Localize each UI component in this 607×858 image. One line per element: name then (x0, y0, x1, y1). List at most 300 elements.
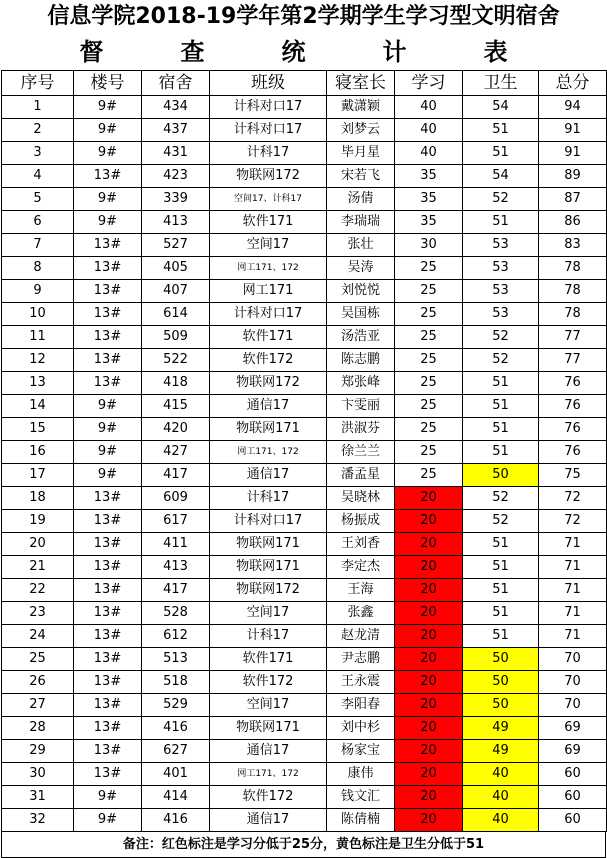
cell-leader: 钱文汇 (327, 786, 395, 809)
cell-total: 72 (539, 510, 607, 533)
cell-room: 417 (142, 579, 210, 602)
header-leader: 寝室长 (327, 71, 395, 96)
cell-study: 20 (395, 809, 463, 832)
cell-no: 20 (2, 533, 74, 556)
cell-leader: 陈倩楠 (327, 809, 395, 832)
cell-building: 9# (74, 96, 142, 119)
cell-leader: 李定杰 (327, 556, 395, 579)
cell-hygiene: 50 (463, 464, 539, 487)
cell-total: 75 (539, 464, 607, 487)
cell-class: 计科对口17 (210, 119, 327, 142)
cell-no: 3 (2, 142, 74, 165)
cell-room: 522 (142, 349, 210, 372)
table-row (2, 740, 607, 763)
header-total: 总分 (539, 71, 607, 96)
cell-building: 13# (74, 165, 142, 188)
table-row (2, 257, 607, 280)
cell-building: 13# (74, 487, 142, 510)
cell-hygiene: 50 (463, 671, 539, 694)
cell-building: 9# (74, 395, 142, 418)
cell-total: 76 (539, 395, 607, 418)
cell-leader: 尹志鹏 (327, 648, 395, 671)
cell-study: 20 (395, 625, 463, 648)
cell-hygiene: 50 (463, 648, 539, 671)
table-row (2, 809, 607, 832)
cell-study: 20 (395, 740, 463, 763)
table-row (2, 96, 607, 119)
cell-class: 网工171 (210, 280, 327, 303)
cell-room: 617 (142, 510, 210, 533)
cell-room: 427 (142, 441, 210, 464)
cell-building: 13# (74, 671, 142, 694)
cell-total: 70 (539, 648, 607, 671)
cell-building: 9# (74, 418, 142, 441)
cell-hygiene: 49 (463, 717, 539, 740)
cell-hygiene: 53 (463, 257, 539, 280)
cell-room: 414 (142, 786, 210, 809)
cell-no: 6 (2, 211, 74, 234)
cell-total: 71 (539, 579, 607, 602)
header-room: 宿舍 (142, 71, 210, 96)
cell-class: 网工171、172 (210, 763, 327, 786)
cell-class: 计科17 (210, 142, 327, 165)
cell-room: 420 (142, 418, 210, 441)
inspection-sheet (1, 0, 606, 858)
cell-leader: 张壮 (327, 234, 395, 257)
cell-class: 计科对口17 (210, 303, 327, 326)
cell-study: 25 (395, 303, 463, 326)
cell-hygiene: 53 (463, 303, 539, 326)
cell-study: 25 (395, 257, 463, 280)
cell-hygiene: 52 (463, 188, 539, 211)
cell-room: 609 (142, 487, 210, 510)
cell-class: 空间17、计科17 (210, 188, 327, 211)
table-row (2, 579, 607, 602)
table-row (2, 648, 607, 671)
cell-room: 518 (142, 671, 210, 694)
cell-total: 71 (539, 533, 607, 556)
cell-class: 计科17 (210, 625, 327, 648)
cell-no: 19 (2, 510, 74, 533)
cell-class: 物联网172 (210, 372, 327, 395)
cell-no: 14 (2, 395, 74, 418)
cell-room: 513 (142, 648, 210, 671)
cell-no: 23 (2, 602, 74, 625)
cell-study: 20 (395, 556, 463, 579)
cell-study: 40 (395, 142, 463, 165)
table-row (2, 671, 607, 694)
cell-total: 87 (539, 188, 607, 211)
cell-study: 20 (395, 648, 463, 671)
cell-no: 21 (2, 556, 74, 579)
cell-no: 30 (2, 763, 74, 786)
cell-study: 40 (395, 96, 463, 119)
cell-class: 计科17 (210, 487, 327, 510)
cell-hygiene: 54 (463, 96, 539, 119)
subtitle-char: 统 (281, 38, 306, 66)
cell-room: 418 (142, 372, 210, 395)
cell-leader: 汤浩亚 (327, 326, 395, 349)
table-row (2, 786, 607, 809)
cell-study: 25 (395, 441, 463, 464)
cell-study: 20 (395, 763, 463, 786)
cell-hygiene: 52 (463, 326, 539, 349)
cell-no: 9 (2, 280, 74, 303)
cell-class: 物联网171 (210, 556, 327, 579)
cell-hygiene: 40 (463, 763, 539, 786)
table-row (2, 533, 607, 556)
cell-room: 528 (142, 602, 210, 625)
cell-room: 627 (142, 740, 210, 763)
cell-building: 13# (74, 648, 142, 671)
footnote: 备注：红色标注是学习分低于25分，黄色标注是卫生分低于51 (1, 832, 606, 858)
cell-study: 20 (395, 671, 463, 694)
cell-hygiene: 53 (463, 280, 539, 303)
cell-total: 76 (539, 372, 607, 395)
cell-no: 4 (2, 165, 74, 188)
cell-hygiene: 51 (463, 142, 539, 165)
cell-leader: 刘中杉 (327, 717, 395, 740)
cell-no: 1 (2, 96, 74, 119)
cell-study: 25 (395, 418, 463, 441)
header-no: 序号 (2, 71, 74, 96)
cell-no: 31 (2, 786, 74, 809)
cell-room: 612 (142, 625, 210, 648)
cell-study: 30 (395, 234, 463, 257)
cell-no: 12 (2, 349, 74, 372)
table-row (2, 142, 607, 165)
cell-total: 78 (539, 280, 607, 303)
subtitle-char: 查 (180, 38, 205, 66)
cell-no: 13 (2, 372, 74, 395)
cell-leader: 康伟 (327, 763, 395, 786)
table-row (2, 464, 607, 487)
cell-class: 软件172 (210, 349, 327, 372)
cell-room: 407 (142, 280, 210, 303)
cell-hygiene: 52 (463, 510, 539, 533)
cell-study: 25 (395, 280, 463, 303)
cell-study: 20 (395, 510, 463, 533)
cell-total: 86 (539, 211, 607, 234)
table-row (2, 234, 607, 257)
table-row (2, 556, 607, 579)
cell-no: 17 (2, 464, 74, 487)
cell-class: 空间17 (210, 602, 327, 625)
cell-building: 13# (74, 510, 142, 533)
cell-building: 13# (74, 763, 142, 786)
cell-total: 71 (539, 556, 607, 579)
cell-building: 13# (74, 625, 142, 648)
cell-study: 40 (395, 119, 463, 142)
cell-building: 13# (74, 349, 142, 372)
cell-study: 20 (395, 487, 463, 510)
cell-total: 60 (539, 786, 607, 809)
cell-no: 7 (2, 234, 74, 257)
cell-no: 22 (2, 579, 74, 602)
table-row (2, 372, 607, 395)
header-class: 班级 (210, 71, 327, 96)
cell-leader: 刘梦云 (327, 119, 395, 142)
cell-leader: 徐兰兰 (327, 441, 395, 464)
cell-room: 431 (142, 142, 210, 165)
cell-study: 35 (395, 165, 463, 188)
cell-total: 78 (539, 257, 607, 280)
cell-building: 13# (74, 303, 142, 326)
cell-building: 9# (74, 211, 142, 234)
cell-leader: 洪淑芬 (327, 418, 395, 441)
cell-building: 9# (74, 119, 142, 142)
cell-leader: 陈志鹏 (327, 349, 395, 372)
cell-leader: 张鑫 (327, 602, 395, 625)
cell-no: 26 (2, 671, 74, 694)
cell-class: 通信17 (210, 740, 327, 763)
table-row (2, 326, 607, 349)
cell-study: 25 (395, 464, 463, 487)
cell-hygiene: 54 (463, 165, 539, 188)
cell-room: 411 (142, 533, 210, 556)
cell-building: 13# (74, 740, 142, 763)
cell-total: 69 (539, 740, 607, 763)
cell-class: 计科对口17 (210, 510, 327, 533)
cell-room: 416 (142, 809, 210, 832)
cell-building: 13# (74, 717, 142, 740)
header-hygiene: 卫生 (463, 71, 539, 96)
cell-total: 76 (539, 418, 607, 441)
cell-building: 13# (74, 694, 142, 717)
cell-class: 物联网171 (210, 418, 327, 441)
subtitle-char: 督 (79, 38, 104, 66)
cell-hygiene: 51 (463, 395, 539, 418)
cell-total: 83 (539, 234, 607, 257)
cell-total: 91 (539, 142, 607, 165)
cell-hygiene: 51 (463, 211, 539, 234)
table-row (2, 280, 607, 303)
cell-hygiene: 51 (463, 625, 539, 648)
cell-class: 物联网171 (210, 533, 327, 556)
cell-class: 软件172 (210, 671, 327, 694)
cell-class: 空间17 (210, 234, 327, 257)
cell-building: 9# (74, 809, 142, 832)
cell-total: 71 (539, 602, 607, 625)
table-row (2, 303, 607, 326)
cell-room: 423 (142, 165, 210, 188)
cell-class: 通信17 (210, 395, 327, 418)
cell-total: 71 (539, 625, 607, 648)
subtitle-char: 计 (382, 38, 407, 66)
cell-total: 70 (539, 671, 607, 694)
cell-building: 13# (74, 257, 142, 280)
cell-no: 18 (2, 487, 74, 510)
cell-class: 网工171、172 (210, 257, 327, 280)
cell-hygiene: 49 (463, 740, 539, 763)
cell-leader: 潘孟星 (327, 464, 395, 487)
cell-room: 413 (142, 556, 210, 579)
cell-class: 通信17 (210, 464, 327, 487)
table-row (2, 441, 607, 464)
cell-total: 77 (539, 326, 607, 349)
cell-study: 35 (395, 188, 463, 211)
cell-class: 物联网171 (210, 717, 327, 740)
cell-no: 16 (2, 441, 74, 464)
cell-no: 27 (2, 694, 74, 717)
table-row (2, 395, 607, 418)
cell-class: 软件172 (210, 786, 327, 809)
cell-leader: 卞雯丽 (327, 395, 395, 418)
cell-hygiene: 51 (463, 119, 539, 142)
cell-hygiene: 51 (463, 441, 539, 464)
cell-leader: 杨家宝 (327, 740, 395, 763)
header-study: 学习 (395, 71, 463, 96)
table-row (2, 211, 607, 234)
cell-no: 10 (2, 303, 74, 326)
cell-total: 77 (539, 349, 607, 372)
cell-leader: 汤倩 (327, 188, 395, 211)
table-row (2, 763, 607, 786)
cell-building: 9# (74, 786, 142, 809)
cell-no: 11 (2, 326, 74, 349)
cell-no: 8 (2, 257, 74, 280)
cell-leader: 宋若飞 (327, 165, 395, 188)
cell-leader: 吴涛 (327, 257, 395, 280)
cell-no: 2 (2, 119, 74, 142)
cell-building: 9# (74, 142, 142, 165)
cell-room: 415 (142, 395, 210, 418)
cell-leader: 王刘香 (327, 533, 395, 556)
cell-leader: 王海 (327, 579, 395, 602)
cell-hygiene: 50 (463, 694, 539, 717)
cell-class: 空间17 (210, 694, 327, 717)
cell-no: 29 (2, 740, 74, 763)
cell-room: 417 (142, 464, 210, 487)
table-row (2, 188, 607, 211)
cell-class: 物联网172 (210, 579, 327, 602)
cell-room: 509 (142, 326, 210, 349)
sheet-title: 信息学院2018-19学年第2学期学生学习型文明宿舍 (47, 4, 560, 29)
cell-class: 网工171、172 (210, 441, 327, 464)
cell-study: 20 (395, 694, 463, 717)
cell-leader: 戴潇颖 (327, 96, 395, 119)
cell-room: 339 (142, 188, 210, 211)
cell-building: 13# (74, 579, 142, 602)
cell-leader: 郑张峰 (327, 372, 395, 395)
cell-study: 25 (395, 326, 463, 349)
cell-building: 13# (74, 280, 142, 303)
cell-total: 69 (539, 717, 607, 740)
cell-room: 527 (142, 234, 210, 257)
cell-class: 软件171 (210, 326, 327, 349)
cell-total: 91 (539, 119, 607, 142)
subtitle-char: 表 (483, 38, 508, 66)
cell-room: 413 (142, 211, 210, 234)
cell-study: 25 (395, 372, 463, 395)
cell-hygiene: 40 (463, 786, 539, 809)
cell-leader: 李阳春 (327, 694, 395, 717)
cell-class: 计科对口17 (210, 96, 327, 119)
cell-room: 614 (142, 303, 210, 326)
cell-class: 软件171 (210, 648, 327, 671)
cell-hygiene: 51 (463, 533, 539, 556)
cell-hygiene: 51 (463, 579, 539, 602)
cell-building: 13# (74, 372, 142, 395)
cell-class: 物联网172 (210, 165, 327, 188)
table-row (2, 418, 607, 441)
cell-leader: 吴晓林 (327, 487, 395, 510)
cell-study: 20 (395, 533, 463, 556)
cell-leader: 王永震 (327, 671, 395, 694)
cell-hygiene: 51 (463, 372, 539, 395)
cell-building: 9# (74, 441, 142, 464)
table-row (2, 602, 607, 625)
cell-leader: 毕月星 (327, 142, 395, 165)
table-row (2, 165, 607, 188)
cell-total: 60 (539, 763, 607, 786)
cell-building: 13# (74, 556, 142, 579)
table-header-row (2, 71, 607, 96)
header-building: 楼号 (74, 71, 142, 96)
cell-leader: 赵龙清 (327, 625, 395, 648)
cell-study: 20 (395, 717, 463, 740)
cell-no: 24 (2, 625, 74, 648)
table-row (2, 625, 607, 648)
cell-no: 5 (2, 188, 74, 211)
cell-building: 13# (74, 326, 142, 349)
cell-hygiene: 52 (463, 487, 539, 510)
cell-total: 60 (539, 809, 607, 832)
cell-total: 89 (539, 165, 607, 188)
cell-hygiene: 53 (463, 234, 539, 257)
cell-study: 25 (395, 349, 463, 372)
cell-total: 94 (539, 96, 607, 119)
table-row (2, 349, 607, 372)
cell-no: 32 (2, 809, 74, 832)
cell-class: 通信17 (210, 809, 327, 832)
cell-hygiene: 51 (463, 418, 539, 441)
table-row (2, 694, 607, 717)
cell-leader: 杨振成 (327, 510, 395, 533)
table-row (2, 487, 607, 510)
cell-hygiene: 51 (463, 556, 539, 579)
cell-study: 20 (395, 602, 463, 625)
cell-room: 529 (142, 694, 210, 717)
cell-building: 13# (74, 234, 142, 257)
table-row (2, 510, 607, 533)
cell-total: 78 (539, 303, 607, 326)
cell-room: 437 (142, 119, 210, 142)
cell-no: 15 (2, 418, 74, 441)
cell-total: 76 (539, 441, 607, 464)
cell-building: 9# (74, 188, 142, 211)
cell-no: 28 (2, 717, 74, 740)
cell-building: 13# (74, 602, 142, 625)
cell-room: 405 (142, 257, 210, 280)
cell-total: 72 (539, 487, 607, 510)
cell-leader: 李瑞瑞 (327, 211, 395, 234)
cell-class: 软件171 (210, 211, 327, 234)
cell-leader: 刘悦悦 (327, 280, 395, 303)
cell-study: 35 (395, 211, 463, 234)
cell-study: 20 (395, 786, 463, 809)
cell-study: 20 (395, 579, 463, 602)
cell-hygiene: 51 (463, 602, 539, 625)
cell-building: 9# (74, 464, 142, 487)
cell-hygiene: 52 (463, 349, 539, 372)
table-row (2, 119, 607, 142)
dorm-score-table (1, 70, 607, 832)
cell-leader: 吴国栋 (327, 303, 395, 326)
cell-room: 416 (142, 717, 210, 740)
cell-room: 434 (142, 96, 210, 119)
cell-room: 401 (142, 763, 210, 786)
